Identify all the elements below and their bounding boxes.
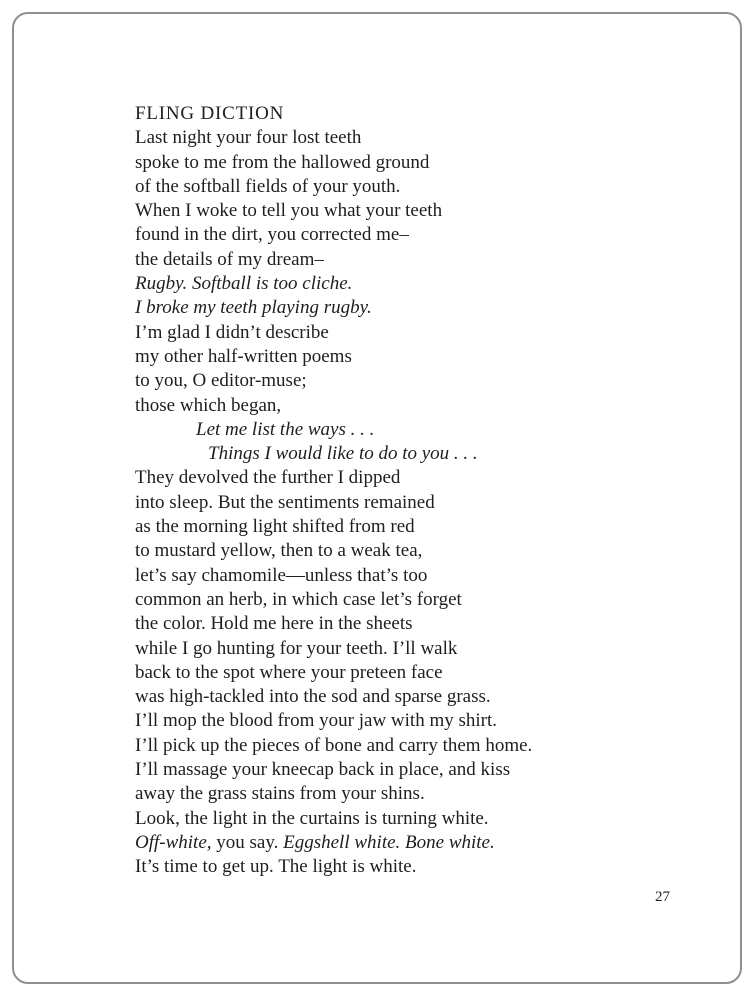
poem-line: [135, 758, 605, 782]
poem-line: [135, 175, 605, 199]
poem-line: [135, 709, 605, 733]
poem-segment: to you, O editor-muse;: [135, 370, 307, 392]
poem-line: [135, 296, 605, 320]
poem: [135, 102, 605, 880]
poem-line: [135, 466, 605, 490]
poem-segment: When I woke to tell you what your teeth: [135, 200, 443, 222]
poem-line: [135, 855, 605, 879]
poem-segment-italic: Rugby. Softball is too cliche.: [135, 273, 353, 295]
poem-segment-italic: Let me list the ways . . .: [196, 418, 375, 440]
poem-line: [135, 588, 605, 612]
poem-line: [135, 807, 605, 831]
poem-segment-italic: Eggshell white. Bone white.: [283, 831, 495, 853]
poem-segment: I’m glad I didn’t describe: [135, 321, 329, 343]
poem-line: [135, 539, 605, 563]
poem-segment: It’s time to get up. The light is white.: [135, 856, 417, 878]
page-number: 27: [655, 889, 670, 905]
poem-line: [135, 272, 605, 296]
poem-segment: away the grass stains from your shins.: [135, 783, 425, 805]
poem-segment-italic: Things I would like to do to you . . .: [208, 443, 478, 465]
poem-segment: back to the spot where your preteen face: [135, 661, 443, 683]
poem-segment: spoke to me from the hallowed ground: [135, 151, 430, 173]
poem-segment: to mustard yellow, then to a weak tea,: [135, 540, 423, 562]
poem-segment: I’ll mop the blood from your jaw with my shirt.: [135, 710, 498, 732]
poem-line: [135, 515, 605, 539]
poem-segment: you say.: [211, 831, 284, 853]
poem-segment: Last night your four lost teeth: [135, 127, 362, 149]
poem-segment: as the morning light shifted from red: [135, 516, 415, 538]
poem-line: [135, 734, 605, 758]
poem-segment: let’s say chamomile—unless that’s too: [135, 564, 428, 586]
poem-segment: found in the dirt, you corrected me–: [135, 224, 409, 246]
poem-line: [135, 491, 605, 515]
poem-segment: Look, the light in the curtains is turning white.: [135, 807, 489, 829]
poem-segment: my other half-written poems: [135, 345, 352, 367]
book-page: [12, 12, 742, 984]
poem-line: [135, 126, 605, 150]
poem-segment: the details of my dream–: [135, 248, 324, 270]
poem-segment: those which began,: [135, 394, 282, 416]
poem-segment: into sleep. But the sentiments remained: [135, 491, 435, 513]
poem-segment-italic: Off-white,: [135, 831, 212, 853]
poem-line: [135, 661, 605, 685]
poem-line: [135, 199, 605, 223]
poem-line: [135, 612, 605, 636]
poem-segment: the color. Hold me here in the sheets: [135, 613, 413, 635]
poem-line: [135, 685, 605, 709]
poem-line: [135, 831, 605, 855]
poem-segment: was high-tackled into the sod and sparse grass.: [135, 686, 491, 708]
poem-line: [135, 248, 605, 272]
poem-line: [135, 442, 605, 466]
poem-line: [135, 782, 605, 806]
poem-title: FLING DICTION: [135, 103, 285, 124]
poem-line: [135, 564, 605, 588]
poem-line: [135, 418, 605, 442]
poem-line: [135, 369, 605, 393]
poem-segment: common an herb, in which case let’s forget: [135, 588, 462, 610]
poem-segment-italic: I broke my teeth playing rugby.: [135, 297, 372, 319]
poem-line: [135, 151, 605, 175]
poem-segment: of the softball fields of your youth.: [135, 175, 401, 197]
poem-line: [135, 223, 605, 247]
poem-segment: They devolved the further I dipped: [135, 467, 401, 489]
poem-line: [135, 345, 605, 369]
poem-body: [135, 126, 605, 879]
poem-line: [135, 637, 605, 661]
poem-segment: while I go hunting for your teeth. I’ll walk: [135, 637, 458, 659]
poem-line: [135, 394, 605, 418]
poem-segment: I’ll pick up the pieces of bone and carry them home.: [135, 734, 533, 756]
poem-segment: I’ll massage your kneecap back in place, and kiss: [135, 759, 511, 781]
poem-line: [135, 321, 605, 345]
